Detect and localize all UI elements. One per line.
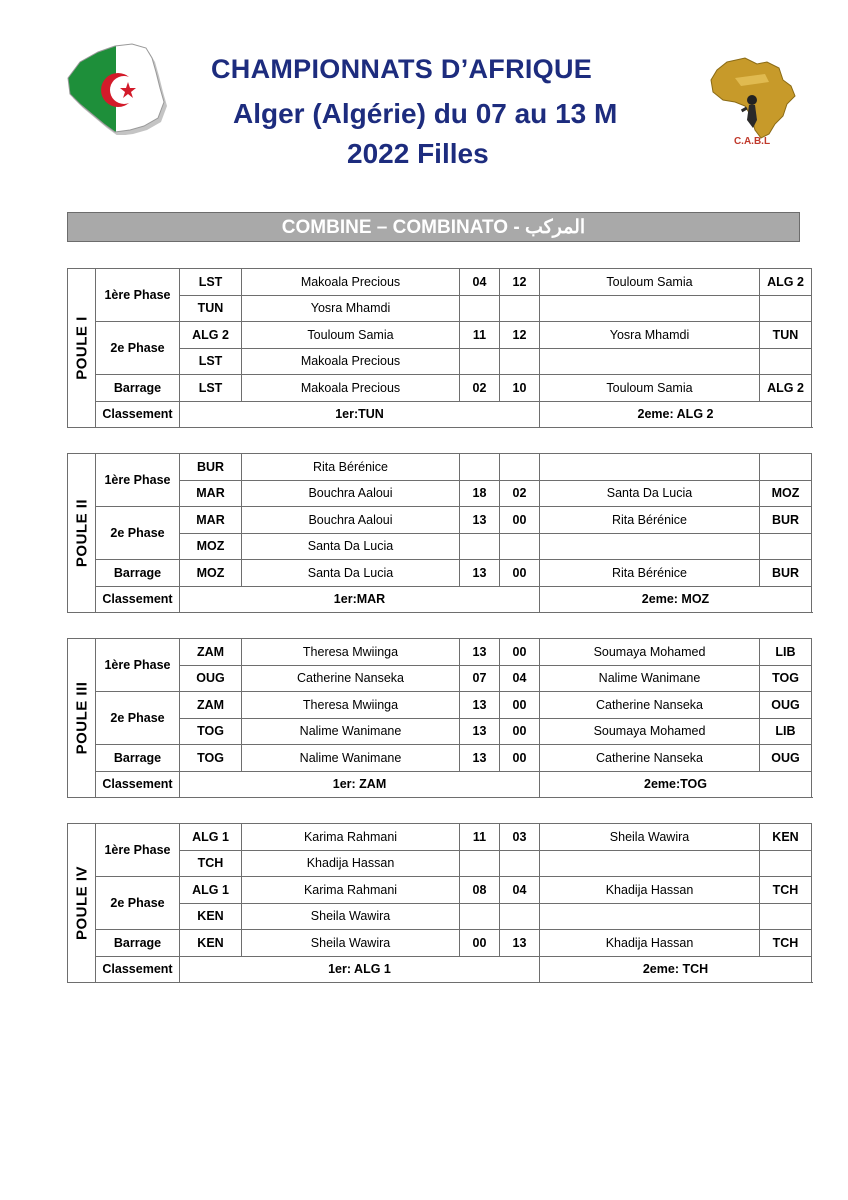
- poule-label-cell: [68, 639, 96, 798]
- country-code-left: TUN: [180, 295, 242, 322]
- country-code-right: ALG 2: [760, 375, 812, 402]
- classement-label: Classement: [96, 771, 180, 798]
- player-name-right: Rita Bérénice: [540, 507, 760, 534]
- player-name-left: Theresa Mwiinga: [242, 639, 460, 666]
- player-name-left: Makoala Precious: [242, 375, 460, 402]
- score-left: 13: [460, 745, 500, 772]
- table-row: [68, 877, 812, 904]
- classement-row: [68, 586, 812, 613]
- phase-label: 1ère Phase: [96, 269, 180, 322]
- score-left: 13: [460, 718, 500, 745]
- country-code-right: LIB: [760, 718, 812, 745]
- score-right: 12: [500, 269, 540, 296]
- table-row: [68, 560, 812, 587]
- country-code-right: LIB: [760, 639, 812, 666]
- score-right: 00: [500, 639, 540, 666]
- country-code-right: MOZ: [760, 480, 812, 507]
- score-right: 02: [500, 480, 540, 507]
- score-right: 00: [500, 692, 540, 719]
- country-code-left: LST: [180, 375, 242, 402]
- player-name-left: Yosra Mhamdi: [242, 295, 460, 322]
- country-code-left: MAR: [180, 507, 242, 534]
- classement-row: [68, 401, 812, 428]
- classement-first: 1er: ALG 1: [180, 956, 540, 983]
- player-name-right: Touloum Samia: [540, 375, 760, 402]
- country-code-left: ZAM: [180, 692, 242, 719]
- score-left: [460, 533, 500, 560]
- score-left: [460, 454, 500, 481]
- score-right: [500, 454, 540, 481]
- poule-table: [67, 453, 812, 613]
- player-name-left: Theresa Mwiinga: [242, 692, 460, 719]
- player-name-right: Rita Bérénice: [540, 560, 760, 587]
- score-right: [500, 903, 540, 930]
- classement-row: [68, 956, 812, 983]
- player-name-left: Bouchra Aaloui: [242, 507, 460, 534]
- score-left: 13: [460, 692, 500, 719]
- country-code-right: ALG 2: [760, 269, 812, 296]
- player-name-right: Catherine Nanseka: [540, 692, 760, 719]
- country-code-right: [760, 295, 812, 322]
- score-left: 02: [460, 375, 500, 402]
- country-code-left: MOZ: [180, 533, 242, 560]
- table-row: [68, 930, 812, 957]
- algeria-map-flag-logo: [60, 40, 170, 135]
- player-name-right: [540, 348, 760, 375]
- score-right: 13: [500, 930, 540, 957]
- country-code-left: ZAM: [180, 639, 242, 666]
- score-right: 00: [500, 745, 540, 772]
- table-row: [68, 507, 812, 534]
- player-name-left: Santa Da Lucia: [242, 533, 460, 560]
- country-code-right: [760, 850, 812, 877]
- score-right: [500, 533, 540, 560]
- player-name-left: Makoala Precious: [242, 348, 460, 375]
- player-name-left: Bouchra Aaloui: [242, 480, 460, 507]
- table-row: [68, 692, 812, 719]
- table-row: [68, 824, 812, 851]
- score-left: [460, 850, 500, 877]
- country-code-right: [760, 348, 812, 375]
- score-left: [460, 295, 500, 322]
- country-code-left: MAR: [180, 480, 242, 507]
- classement-second: 2eme: TCH: [540, 956, 812, 983]
- player-name-right: [540, 903, 760, 930]
- phase-label: 2e Phase: [96, 877, 180, 930]
- table-row: [68, 533, 812, 560]
- poule-label: POULE IV: [73, 865, 90, 941]
- player-name-left: Karima Rahmani: [242, 877, 460, 904]
- score-right: 00: [500, 560, 540, 587]
- country-code-right: TOG: [760, 665, 812, 692]
- poule-table: [67, 638, 812, 798]
- phase-label: 1ère Phase: [96, 639, 180, 692]
- country-code-right: BUR: [760, 507, 812, 534]
- classement-first: 1er: ZAM: [180, 771, 540, 798]
- player-name-right: [540, 454, 760, 481]
- country-code-left: ALG 2: [180, 322, 242, 349]
- country-code-right: OUG: [760, 745, 812, 772]
- player-name-right: Sheila Wawira: [540, 824, 760, 851]
- table-row: [68, 375, 812, 402]
- table-row: [68, 322, 812, 349]
- classement-second: 2eme: MOZ: [540, 586, 812, 613]
- country-code-left: LST: [180, 269, 242, 296]
- score-left: 13: [460, 507, 500, 534]
- phase-label: 1ère Phase: [96, 454, 180, 507]
- player-name-right: Catherine Nanseka: [540, 745, 760, 772]
- africa-cabl-logo: [705, 52, 800, 150]
- table-row: [68, 269, 812, 296]
- player-name-right: Soumaya Mohamed: [540, 718, 760, 745]
- poule-table: [67, 823, 812, 983]
- player-name-left: Nalime Wanimane: [242, 718, 460, 745]
- score-left: [460, 903, 500, 930]
- table-row: [68, 718, 812, 745]
- title-line-1: CHAMPIONNATS D’AFRIQUE: [211, 54, 593, 84]
- page-header: [0, 0, 848, 200]
- country-code-right: [760, 454, 812, 481]
- phase-label: 2e Phase: [96, 507, 180, 560]
- poule-label: POULE II: [73, 498, 90, 568]
- table-row: [68, 639, 812, 666]
- score-left: 11: [460, 322, 500, 349]
- classement-label: Classement: [96, 586, 180, 613]
- player-name-right: [540, 850, 760, 877]
- poule-label-cell: [68, 824, 96, 983]
- player-name-left: Makoala Precious: [242, 269, 460, 296]
- score-right: 04: [500, 665, 540, 692]
- player-name-left: Khadija Hassan: [242, 850, 460, 877]
- player-name-left: Rita Bérénice: [242, 454, 460, 481]
- player-name-left: Touloum Samia: [242, 322, 460, 349]
- score-left: 04: [460, 269, 500, 296]
- country-code-left: TOG: [180, 745, 242, 772]
- classement-second: 2eme:TOG: [540, 771, 812, 798]
- score-left: 18: [460, 480, 500, 507]
- section-title-bar: COMBINE – COMBINATO - المركب: [67, 212, 800, 242]
- player-name-left: Sheila Wawira: [242, 930, 460, 957]
- classement-label: Classement: [96, 401, 180, 428]
- classement-first: 1er:TUN: [180, 401, 540, 428]
- country-code-left: BUR: [180, 454, 242, 481]
- score-left: 13: [460, 560, 500, 587]
- score-left: 11: [460, 824, 500, 851]
- score-right: [500, 348, 540, 375]
- table-row: [68, 903, 812, 930]
- phase-label: 2e Phase: [96, 692, 180, 745]
- score-right: 03: [500, 824, 540, 851]
- score-right: [500, 295, 540, 322]
- player-name-left: Sheila Wawira: [242, 903, 460, 930]
- player-name-right: Nalime Wanimane: [540, 665, 760, 692]
- player-name-right: Soumaya Mohamed: [540, 639, 760, 666]
- table-row: [68, 665, 812, 692]
- phase-label: Barrage: [96, 930, 180, 957]
- country-code-right: KEN: [760, 824, 812, 851]
- player-name-right: Khadija Hassan: [540, 877, 760, 904]
- score-left: 00: [460, 930, 500, 957]
- score-right: 12: [500, 322, 540, 349]
- poule-label-cell: [68, 454, 96, 613]
- player-name-right: [540, 533, 760, 560]
- table-row: [68, 295, 812, 322]
- player-name-right: Santa Da Lucia: [540, 480, 760, 507]
- poule-label: POULE I: [73, 316, 90, 380]
- score-left: 07: [460, 665, 500, 692]
- country-code-right: TUN: [760, 322, 812, 349]
- country-code-left: TCH: [180, 850, 242, 877]
- score-left: 08: [460, 877, 500, 904]
- classement-label: Classement: [96, 956, 180, 983]
- score-right: [500, 850, 540, 877]
- score-right: 00: [500, 507, 540, 534]
- title-line-2: Alger (Algérie) du 07 au 13 M: [233, 98, 618, 129]
- player-name-right: Yosra Mhamdi: [540, 322, 760, 349]
- classement-row: [68, 771, 812, 798]
- phase-label: Barrage: [96, 375, 180, 402]
- country-code-right: BUR: [760, 560, 812, 587]
- country-code-left: ALG 1: [180, 824, 242, 851]
- player-name-right: Touloum Samia: [540, 269, 760, 296]
- country-code-left: KEN: [180, 903, 242, 930]
- classement-second: 2eme: ALG 2: [540, 401, 812, 428]
- player-name-left: Nalime Wanimane: [242, 745, 460, 772]
- country-code-right: [760, 533, 812, 560]
- score-right: 00: [500, 718, 540, 745]
- phase-label: 2e Phase: [96, 322, 180, 375]
- table-row: [68, 454, 812, 481]
- player-name-right: [540, 295, 760, 322]
- poule-label-cell: [68, 269, 96, 428]
- player-name-right: Khadija Hassan: [540, 930, 760, 957]
- phase-label: Barrage: [96, 560, 180, 587]
- table-row: [68, 480, 812, 507]
- country-code-left: LST: [180, 348, 242, 375]
- score-left: 13: [460, 639, 500, 666]
- country-code-right: TCH: [760, 930, 812, 957]
- player-name-left: Catherine Nanseka: [242, 665, 460, 692]
- score-right: 10: [500, 375, 540, 402]
- country-code-left: MOZ: [180, 560, 242, 587]
- classement-first: 1er:MAR: [180, 586, 540, 613]
- cabl-logo-text: C.A.B.L: [733, 136, 771, 147]
- poule-table: [67, 268, 812, 428]
- phase-label: Barrage: [96, 745, 180, 772]
- table-row: [68, 348, 812, 375]
- country-code-left: ALG 1: [180, 877, 242, 904]
- country-code-right: [760, 903, 812, 930]
- score-left: [460, 348, 500, 375]
- title-line-3: 2022 Filles: [347, 138, 489, 169]
- country-code-right: OUG: [760, 692, 812, 719]
- country-code-left: OUG: [180, 665, 242, 692]
- player-name-left: Karima Rahmani: [242, 824, 460, 851]
- country-code-left: KEN: [180, 930, 242, 957]
- player-name-left: Santa Da Lucia: [242, 560, 460, 587]
- table-row: [68, 850, 812, 877]
- score-right: 04: [500, 877, 540, 904]
- country-code-left: TOG: [180, 718, 242, 745]
- country-code-right: TCH: [760, 877, 812, 904]
- poule-label: POULE III: [73, 681, 90, 755]
- phase-label: 1ère Phase: [96, 824, 180, 877]
- table-row: [68, 745, 812, 772]
